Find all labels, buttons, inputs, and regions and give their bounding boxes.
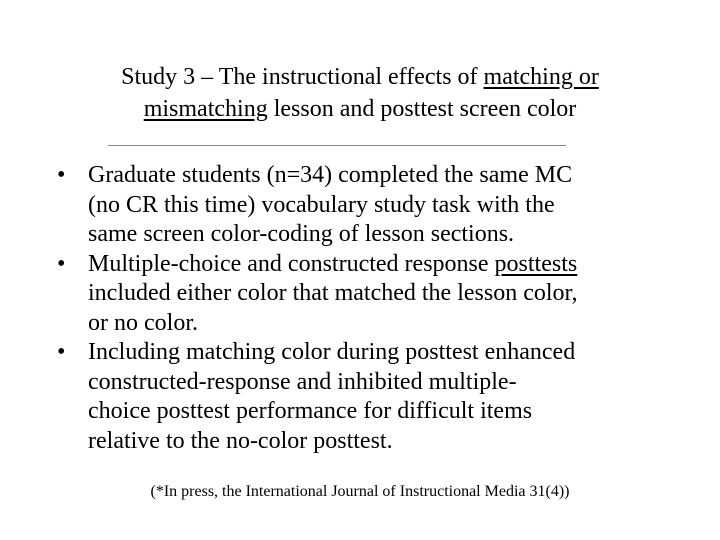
bullet-item xyxy=(57,161,677,250)
bullet-item xyxy=(57,250,677,339)
bullet-line: constructed-response and inhibited multiple- xyxy=(88,368,517,395)
title-underlined-1: matching or xyxy=(483,64,599,90)
bullet-line xyxy=(88,250,677,280)
bullet-dot: • xyxy=(57,339,66,365)
bullet-line: included either color that matched the lesson color, xyxy=(88,280,578,306)
bullet-text: Multiple-choice and constructed response xyxy=(88,250,495,277)
bullet-line: same screen color-coding of lesson sections. xyxy=(88,221,515,247)
citation-note: (*In press, the International Journal of Instructional Media 31(4)) xyxy=(150,483,570,500)
bullet-dot: • xyxy=(57,250,66,277)
bullet-line: Graduate students (n=34) completed the same MC xyxy=(88,162,573,188)
title-line-2 xyxy=(0,93,720,125)
title-line-1 xyxy=(0,61,720,93)
bullet-underlined-text: posttests xyxy=(494,250,578,277)
title-text-1: Study 3 – The instructional effects of xyxy=(121,64,484,90)
bullet-line: Including matching color during posttest enhanced xyxy=(88,339,576,365)
bullet-dot: • xyxy=(57,162,66,188)
bullet-list xyxy=(57,161,677,456)
bullet-item xyxy=(57,338,677,456)
title-divider xyxy=(108,145,566,146)
slide-title xyxy=(0,61,720,125)
bullet-line: choice posttest performance for difficult items xyxy=(88,398,533,424)
title-underlined-2: mismatching xyxy=(143,96,268,122)
bullet-line: (no CR this time) vocabulary study task with the xyxy=(88,191,555,218)
bullet-line: relative to the no-color posttest. xyxy=(88,427,393,454)
bullet-line: or no color. xyxy=(88,309,198,336)
title-text-2: lesson and posttest screen color xyxy=(267,96,577,122)
